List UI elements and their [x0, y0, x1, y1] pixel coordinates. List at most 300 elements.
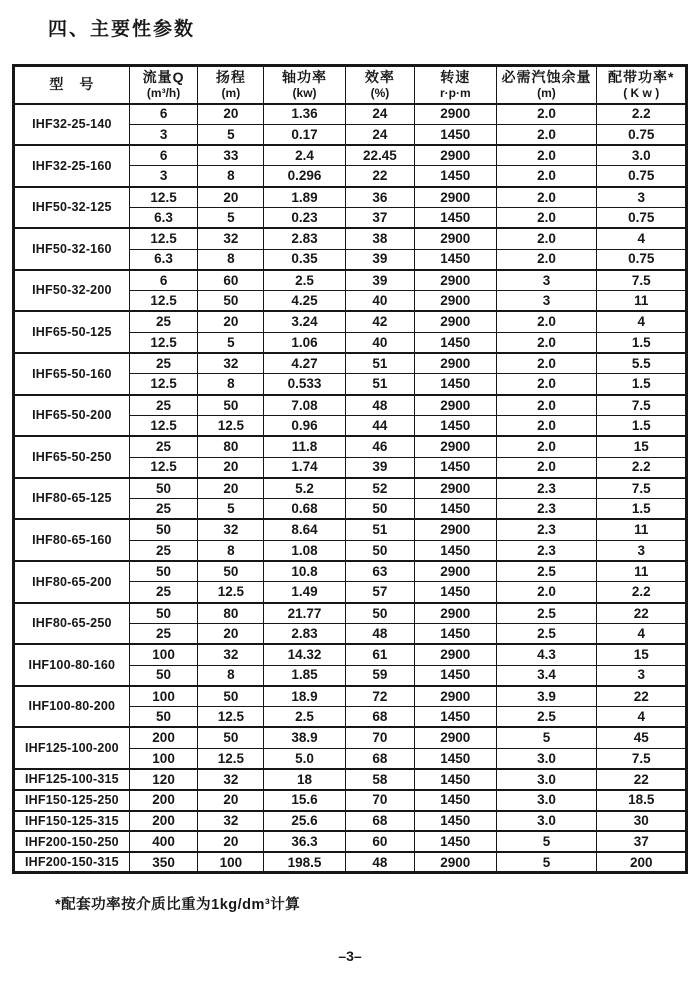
table-row [14, 644, 687, 665]
data-cell: 25 [129, 582, 198, 603]
model-cell: IHF125-100-200 [14, 727, 130, 769]
data-cell: 24 [345, 124, 414, 145]
data-cell: 18 [264, 769, 345, 790]
data-cell: 15.6 [264, 790, 345, 811]
data-cell: 2.0 [496, 353, 597, 374]
model-cell: IHF65-50-125 [14, 311, 130, 353]
data-cell: 2.0 [496, 415, 597, 436]
data-cell: 50 [129, 603, 198, 624]
data-cell: 59 [345, 665, 414, 686]
data-cell: 3 [129, 124, 198, 145]
data-cell: 36.3 [264, 831, 345, 852]
data-cell: 37 [597, 831, 687, 852]
data-cell: 2.83 [264, 623, 345, 644]
data-cell: 1450 [415, 790, 496, 811]
data-cell: 3.0 [496, 769, 597, 790]
data-cell: 5 [198, 332, 264, 353]
data-cell: 50 [129, 519, 198, 540]
model-cell: IHF50-32-200 [14, 270, 130, 312]
data-cell: 33 [198, 145, 264, 166]
data-cell: 2900 [415, 478, 496, 499]
data-cell: 42 [345, 311, 414, 332]
data-cell: 1.08 [264, 540, 345, 561]
data-cell: 5 [496, 831, 597, 852]
data-cell: 2.5 [496, 623, 597, 644]
data-cell: 2900 [415, 104, 496, 125]
data-cell: 0.533 [264, 374, 345, 395]
data-cell: 12.5 [198, 707, 264, 728]
data-cell: 6 [129, 145, 198, 166]
data-cell: 200 [129, 811, 198, 832]
model-cell: IHF65-50-250 [14, 436, 130, 478]
data-cell: 1450 [415, 124, 496, 145]
data-cell: 38 [345, 228, 414, 249]
data-cell: 72 [345, 686, 414, 707]
data-cell: 2.3 [496, 478, 597, 499]
data-cell: 1.06 [264, 332, 345, 353]
data-cell: 3 [597, 187, 687, 208]
data-cell: 57 [345, 582, 414, 603]
data-cell: 4 [597, 707, 687, 728]
data-cell: 22 [345, 166, 414, 187]
data-cell: 45 [597, 727, 687, 748]
data-cell: 2.3 [496, 540, 597, 561]
data-cell: 60 [198, 270, 264, 291]
data-cell: 8.64 [264, 519, 345, 540]
data-cell: 3 [496, 291, 597, 312]
data-cell: 25 [129, 353, 198, 374]
column-header: 型 号 [14, 66, 130, 104]
data-cell: 2900 [415, 270, 496, 291]
table-row [14, 519, 687, 540]
data-cell: 2900 [415, 311, 496, 332]
data-cell: 51 [345, 519, 414, 540]
data-cell: 2.5 [264, 270, 345, 291]
data-cell: 1.5 [597, 332, 687, 353]
data-cell: 50 [129, 665, 198, 686]
data-cell: 2.0 [496, 104, 597, 125]
data-cell: 8 [198, 540, 264, 561]
data-cell: 1.36 [264, 104, 345, 125]
data-cell: 100 [129, 748, 198, 769]
data-cell: 46 [345, 436, 414, 457]
data-cell: 2.0 [496, 332, 597, 353]
data-cell: 2900 [415, 644, 496, 665]
data-cell: 38.9 [264, 727, 345, 748]
data-cell: 1450 [415, 499, 496, 520]
data-cell: 1450 [415, 166, 496, 187]
table-row [14, 478, 687, 499]
data-cell: 6.3 [129, 207, 198, 228]
data-cell: 80 [198, 436, 264, 457]
data-cell: 24 [345, 104, 414, 125]
data-cell: 68 [345, 707, 414, 728]
table-header [14, 66, 687, 104]
data-cell: 2.2 [597, 104, 687, 125]
data-cell: 70 [345, 790, 414, 811]
data-cell: 1.5 [597, 499, 687, 520]
data-cell: 3 [129, 166, 198, 187]
data-cell: 4 [597, 623, 687, 644]
data-cell: 2900 [415, 353, 496, 374]
data-cell: 7.5 [597, 478, 687, 499]
data-cell: 40 [345, 332, 414, 353]
data-cell: 8 [198, 166, 264, 187]
data-cell: 1450 [415, 748, 496, 769]
data-cell: 2900 [415, 187, 496, 208]
data-cell: 11 [597, 519, 687, 540]
data-cell: 3.24 [264, 311, 345, 332]
model-cell: IHF65-50-160 [14, 353, 130, 395]
data-cell: 20 [198, 831, 264, 852]
data-cell: 1450 [415, 707, 496, 728]
data-cell: 12.5 [129, 187, 198, 208]
data-cell: 2.2 [597, 582, 687, 603]
data-cell: 22.45 [345, 145, 414, 166]
data-cell: 120 [129, 769, 198, 790]
data-cell: 50 [345, 540, 414, 561]
data-cell: 5 [496, 727, 597, 748]
data-cell: 12.5 [198, 748, 264, 769]
column-header: 扬程 (m) [198, 66, 264, 104]
data-cell: 50 [198, 291, 264, 312]
table-row [14, 270, 687, 291]
model-cell: IHF200-150-315 [14, 852, 130, 873]
data-cell: 44 [345, 415, 414, 436]
data-cell: 2.0 [496, 249, 597, 270]
data-cell: 39 [345, 457, 414, 478]
data-cell: 20 [198, 790, 264, 811]
data-cell: 2900 [415, 727, 496, 748]
data-cell: 50 [198, 561, 264, 582]
data-cell: 7.08 [264, 395, 345, 416]
data-cell: 2.2 [597, 457, 687, 478]
table-row [14, 603, 687, 624]
data-cell: 0.96 [264, 415, 345, 436]
data-cell: 6.3 [129, 249, 198, 270]
column-header: 轴功率 (kw) [264, 66, 345, 104]
table-row [14, 686, 687, 707]
column-header: 配带功率* ( K w ) [597, 66, 687, 104]
page-number: –3– [338, 948, 362, 964]
data-cell: 18.5 [597, 790, 687, 811]
data-cell: 6 [129, 104, 198, 125]
data-cell: 6 [129, 270, 198, 291]
data-cell: 12.5 [129, 228, 198, 249]
data-cell: 5.0 [264, 748, 345, 769]
data-cell: 36 [345, 187, 414, 208]
data-cell: 2.5 [496, 561, 597, 582]
data-cell: 2.0 [496, 207, 597, 228]
data-cell: 68 [345, 748, 414, 769]
table-row [14, 228, 687, 249]
data-cell: 5 [198, 124, 264, 145]
data-cell: 2.0 [496, 166, 597, 187]
data-cell: 12.5 [129, 332, 198, 353]
data-cell: 32 [198, 228, 264, 249]
data-cell: 11 [597, 561, 687, 582]
table-row [14, 395, 687, 416]
data-cell: 198.5 [264, 852, 345, 873]
data-cell: 2.0 [496, 582, 597, 603]
data-cell: 2.3 [496, 499, 597, 520]
data-cell: 3.0 [496, 811, 597, 832]
data-cell: 11 [597, 291, 687, 312]
data-cell: 3.0 [496, 790, 597, 811]
data-cell: 32 [198, 353, 264, 374]
data-cell: 70 [345, 727, 414, 748]
data-cell: 0.23 [264, 207, 345, 228]
data-cell: 2900 [415, 603, 496, 624]
data-cell: 32 [198, 519, 264, 540]
data-cell: 22 [597, 603, 687, 624]
data-cell: 51 [345, 353, 414, 374]
table-row [14, 311, 687, 332]
data-cell: 3.9 [496, 686, 597, 707]
data-cell: 1450 [415, 207, 496, 228]
header-row [14, 66, 687, 104]
data-cell: 20 [198, 457, 264, 478]
data-cell: 60 [345, 831, 414, 852]
data-cell: 8 [198, 665, 264, 686]
data-cell: 50 [198, 686, 264, 707]
table-row [14, 436, 687, 457]
data-cell: 1.5 [597, 374, 687, 395]
data-cell: 12.5 [129, 457, 198, 478]
model-cell: IHF200-150-250 [14, 831, 130, 852]
data-cell: 20 [198, 104, 264, 125]
data-cell: 25 [129, 499, 198, 520]
data-cell: 50 [345, 499, 414, 520]
data-cell: 50 [129, 561, 198, 582]
data-cell: 1450 [415, 769, 496, 790]
data-cell: 2900 [415, 436, 496, 457]
data-cell: 7.5 [597, 270, 687, 291]
table-row [14, 811, 687, 832]
data-cell: 3.0 [496, 748, 597, 769]
data-cell: 4 [597, 311, 687, 332]
data-cell: 4.3 [496, 644, 597, 665]
data-cell: 1.5 [597, 415, 687, 436]
column-header: 效率 (%) [345, 66, 414, 104]
data-cell: 2.0 [496, 228, 597, 249]
data-cell: 15 [597, 436, 687, 457]
table-row [14, 831, 687, 852]
data-cell: 1.85 [264, 665, 345, 686]
performance-table [12, 64, 688, 874]
data-cell: 2900 [415, 519, 496, 540]
table-row [14, 353, 687, 374]
data-cell: 32 [198, 811, 264, 832]
data-cell: 200 [597, 852, 687, 873]
data-cell: 12.5 [129, 291, 198, 312]
model-cell: IHF100-80-200 [14, 686, 130, 728]
data-cell: 2900 [415, 291, 496, 312]
data-cell: 2.4 [264, 145, 345, 166]
data-cell: 39 [345, 249, 414, 270]
data-cell: 39 [345, 270, 414, 291]
data-cell: 0.17 [264, 124, 345, 145]
data-cell: 1450 [415, 415, 496, 436]
model-cell: IHF150-125-315 [14, 811, 130, 832]
data-cell: 1450 [415, 249, 496, 270]
table-row [14, 104, 687, 125]
data-cell: 8 [198, 249, 264, 270]
model-cell: IHF80-65-250 [14, 603, 130, 645]
data-cell: 7.5 [597, 748, 687, 769]
data-cell: 2.83 [264, 228, 345, 249]
data-cell: 5 [198, 207, 264, 228]
data-cell: 2.0 [496, 374, 597, 395]
data-cell: 1450 [415, 332, 496, 353]
data-cell: 100 [129, 686, 198, 707]
data-cell: 1.49 [264, 582, 345, 603]
table-row [14, 187, 687, 208]
data-cell: 5 [496, 852, 597, 873]
model-cell: IHF50-32-160 [14, 228, 130, 270]
data-cell: 2.5 [496, 707, 597, 728]
data-cell: 20 [198, 623, 264, 644]
data-cell: 4 [597, 228, 687, 249]
data-cell: 11.8 [264, 436, 345, 457]
table-row [14, 145, 687, 166]
data-cell: 18.9 [264, 686, 345, 707]
data-cell: 2900 [415, 395, 496, 416]
data-cell: 50 [198, 727, 264, 748]
table-row [14, 769, 687, 790]
data-cell: 3 [496, 270, 597, 291]
data-cell: 12.5 [198, 582, 264, 603]
data-cell: 5 [198, 499, 264, 520]
data-cell: 1450 [415, 831, 496, 852]
data-cell: 25 [129, 623, 198, 644]
data-cell: 400 [129, 831, 198, 852]
model-cell: IHF80-65-160 [14, 519, 130, 561]
table-body [14, 104, 687, 873]
data-cell: 5.2 [264, 478, 345, 499]
data-cell: 100 [198, 852, 264, 873]
data-cell: 2900 [415, 228, 496, 249]
data-cell: 68 [345, 811, 414, 832]
data-cell: 37 [345, 207, 414, 228]
data-cell: 1450 [415, 374, 496, 395]
data-cell: 58 [345, 769, 414, 790]
data-cell: 5.5 [597, 353, 687, 374]
data-cell: 1.74 [264, 457, 345, 478]
data-cell: 7.5 [597, 395, 687, 416]
column-header: 必需汽蚀余量 (m) [496, 66, 597, 104]
data-cell: 4.25 [264, 291, 345, 312]
data-cell: 2900 [415, 686, 496, 707]
data-cell: 100 [129, 644, 198, 665]
data-cell: 3.4 [496, 665, 597, 686]
data-cell: 2900 [415, 852, 496, 873]
data-cell: 25 [129, 436, 198, 457]
data-cell: 2.0 [496, 187, 597, 208]
data-cell: 22 [597, 686, 687, 707]
model-cell: IHF150-125-250 [14, 790, 130, 811]
data-cell: 40 [345, 291, 414, 312]
data-cell: 48 [345, 395, 414, 416]
data-cell: 25 [129, 311, 198, 332]
model-cell: IHF80-65-200 [14, 561, 130, 603]
column-header: 转速 r·p·m [415, 66, 496, 104]
data-cell: 350 [129, 852, 198, 873]
column-header: 流量Q (m³/h) [129, 66, 198, 104]
data-cell: 48 [345, 852, 414, 873]
table-row [14, 790, 687, 811]
data-cell: 0.75 [597, 249, 687, 270]
data-cell: 0.296 [264, 166, 345, 187]
data-cell: 51 [345, 374, 414, 395]
model-cell: IHF65-50-200 [14, 395, 130, 437]
data-cell: 1.89 [264, 187, 345, 208]
data-cell: 2.0 [496, 395, 597, 416]
model-cell: IHF32-25-160 [14, 145, 130, 187]
data-cell: 14.32 [264, 644, 345, 665]
table-row [14, 561, 687, 582]
data-cell: 0.35 [264, 249, 345, 270]
data-cell: 30 [597, 811, 687, 832]
data-cell: 63 [345, 561, 414, 582]
data-cell: 0.75 [597, 124, 687, 145]
data-cell: 8 [198, 374, 264, 395]
data-cell: 15 [597, 644, 687, 665]
data-cell: 1450 [415, 623, 496, 644]
data-cell: 50 [129, 707, 198, 728]
data-cell: 80 [198, 603, 264, 624]
model-cell: IHF50-32-125 [14, 187, 130, 229]
data-cell: 2.3 [496, 519, 597, 540]
data-cell: 2900 [415, 145, 496, 166]
data-cell: 4.27 [264, 353, 345, 374]
model-cell: IHF80-65-125 [14, 478, 130, 520]
data-cell: 50 [345, 603, 414, 624]
model-cell: IHF32-25-140 [14, 104, 130, 146]
data-cell: 3.0 [597, 145, 687, 166]
data-cell: 12.5 [129, 415, 198, 436]
model-cell: IHF125-100-315 [14, 769, 130, 790]
data-cell: 1450 [415, 665, 496, 686]
data-cell: 2.0 [496, 311, 597, 332]
model-cell: IHF100-80-160 [14, 644, 130, 686]
data-cell: 12.5 [198, 415, 264, 436]
data-cell: 20 [198, 187, 264, 208]
data-cell: 0.75 [597, 166, 687, 187]
data-cell: 3 [597, 540, 687, 561]
data-cell: 20 [198, 311, 264, 332]
data-cell: 1450 [415, 582, 496, 603]
data-cell: 3 [597, 665, 687, 686]
data-cell: 0.75 [597, 207, 687, 228]
data-cell: 21.77 [264, 603, 345, 624]
data-cell: 25.6 [264, 811, 345, 832]
data-cell: 2.0 [496, 124, 597, 145]
data-cell: 50 [129, 478, 198, 499]
data-cell: 48 [345, 623, 414, 644]
data-cell: 1450 [415, 540, 496, 561]
data-cell: 200 [129, 727, 198, 748]
data-cell: 10.8 [264, 561, 345, 582]
data-cell: 2.5 [264, 707, 345, 728]
data-cell: 32 [198, 769, 264, 790]
data-cell: 2900 [415, 561, 496, 582]
data-cell: 20 [198, 478, 264, 499]
data-cell: 61 [345, 644, 414, 665]
table-row [14, 727, 687, 748]
data-cell: 200 [129, 790, 198, 811]
data-cell: 25 [129, 540, 198, 561]
